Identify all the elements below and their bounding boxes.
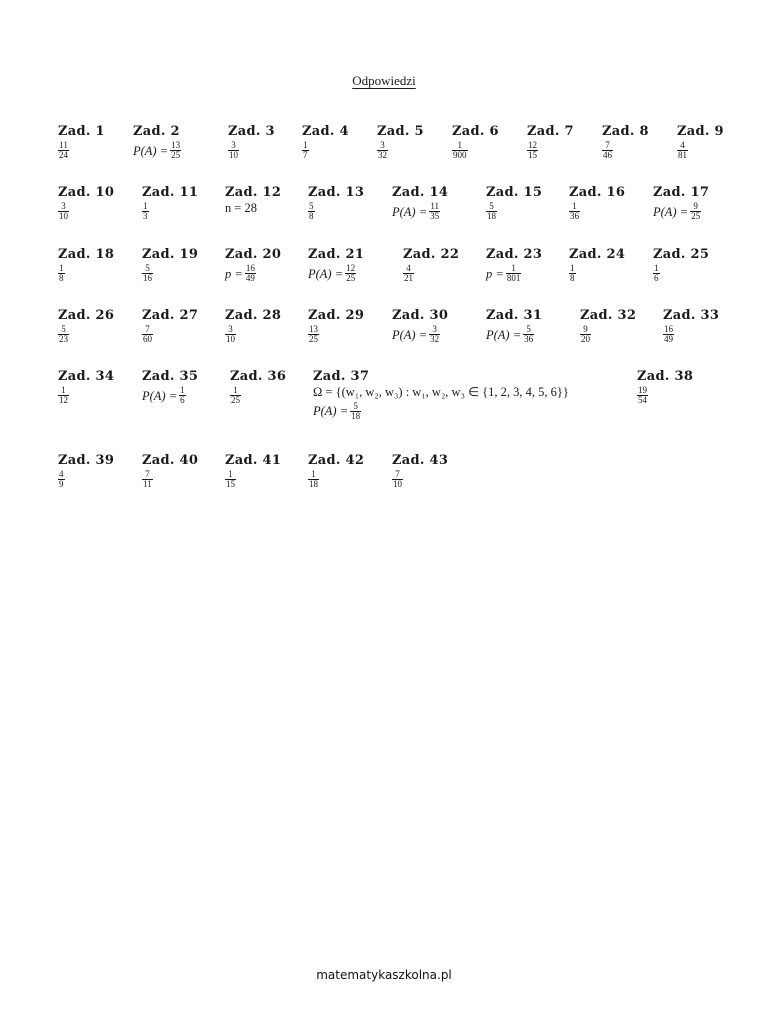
fraction-denominator: 25	[171, 150, 181, 161]
task-label: Zad. 19	[142, 247, 199, 262]
fraction-numerator: 1	[511, 263, 516, 273]
answer-value	[58, 202, 114, 222]
fraction	[179, 386, 186, 406]
fraction-numerator: 7	[605, 140, 610, 150]
task-label: Zad. 4	[302, 124, 349, 139]
fraction	[170, 141, 181, 161]
fraction	[690, 202, 701, 222]
answer-item	[58, 308, 114, 345]
fraction-denominator: 10	[393, 479, 402, 490]
fraction-numerator: 1	[59, 263, 64, 273]
answer-item	[602, 124, 649, 161]
answer-value-line2	[313, 402, 569, 422]
fraction	[308, 325, 319, 345]
fraction-denominator: 36	[524, 334, 534, 345]
fraction-numerator: 1	[228, 469, 233, 479]
answer-value	[486, 325, 542, 345]
answer-item	[663, 308, 719, 345]
task-label: Zad. 42	[308, 453, 365, 468]
fraction	[142, 264, 153, 284]
answer-item	[580, 308, 636, 345]
answer-value	[58, 386, 114, 406]
fraction-denominator: 9	[59, 479, 64, 490]
answer-value	[403, 264, 459, 284]
answer-prefix: P(A) =	[653, 204, 689, 219]
fraction-denominator: 6	[654, 273, 659, 284]
fraction-numerator: 1	[572, 201, 577, 211]
fraction-denominator: 25	[231, 395, 240, 406]
fraction-numerator: 1	[61, 385, 66, 395]
answer-item	[569, 185, 625, 222]
fraction	[377, 141, 388, 161]
task-label: Zad. 22	[403, 247, 460, 262]
fraction-denominator: 23	[59, 334, 68, 345]
fraction-numerator: 4	[406, 263, 411, 273]
fraction	[142, 470, 153, 490]
page-title: Odpowiedzi	[352, 73, 416, 88]
answer-value	[142, 325, 198, 345]
answer-value	[452, 141, 499, 161]
answer-value	[225, 202, 281, 215]
fraction-numerator: 4	[680, 140, 685, 150]
fraction	[58, 141, 69, 161]
answer-value	[58, 141, 105, 161]
fraction-numerator: 1	[180, 385, 185, 395]
fraction-denominator: 60	[143, 334, 152, 345]
answer-item	[377, 124, 424, 161]
fraction-denominator: 18	[487, 211, 496, 222]
fraction-numerator: 3	[380, 140, 385, 150]
fraction-denominator: 81	[678, 150, 687, 161]
answer-value	[308, 264, 364, 284]
task-label: Zad. 21	[308, 247, 365, 262]
fraction-denominator: 16	[143, 273, 152, 284]
fraction-numerator: 3	[231, 140, 236, 150]
fraction-numerator: 11	[59, 140, 68, 150]
answer-item	[142, 247, 198, 284]
fraction-numerator: 3	[228, 324, 233, 334]
fraction-denominator: 900	[453, 150, 467, 161]
answer-value	[653, 264, 709, 284]
fraction-denominator: 3	[143, 211, 148, 222]
answer-item	[58, 369, 114, 406]
answer-value	[308, 325, 364, 345]
fraction-denominator: 49	[245, 273, 255, 284]
fraction-denominator: 25	[691, 211, 701, 222]
task-label: Zad. 29	[308, 308, 365, 323]
fraction-denominator: 24	[59, 150, 68, 161]
fraction	[58, 386, 69, 406]
answer-item	[313, 369, 569, 421]
task-label: Zad. 13	[308, 185, 365, 200]
task-label: Zad. 38	[637, 369, 694, 384]
answer-value	[230, 386, 286, 406]
fraction	[653, 264, 660, 284]
answer-item	[653, 185, 709, 222]
fraction-denominator: 10	[59, 211, 68, 222]
answer-value	[392, 202, 448, 222]
task-label: Zad. 9	[677, 124, 724, 139]
answer-value	[308, 470, 364, 490]
fraction	[602, 141, 613, 161]
task-label: Zad. 23	[486, 247, 543, 262]
fraction-numerator: 1	[570, 263, 575, 273]
answer-text: n = 28	[225, 201, 258, 215]
task-label: Zad. 28	[225, 308, 282, 323]
fraction-denominator: 15	[226, 479, 235, 490]
answer-value	[142, 264, 198, 284]
fraction-numerator: 11	[430, 201, 439, 211]
answer-item	[308, 185, 364, 222]
task-label: Zad. 17	[653, 185, 710, 200]
fraction	[245, 264, 256, 284]
answer-value	[486, 202, 542, 222]
fraction	[580, 325, 591, 345]
fraction	[677, 141, 688, 161]
fraction	[392, 470, 403, 490]
fraction	[142, 202, 149, 222]
fraction-denominator: 21	[404, 273, 413, 284]
answer-item	[653, 247, 709, 284]
task-label: Zad. 33	[663, 308, 720, 323]
answer-value	[580, 325, 636, 345]
answer-value	[486, 264, 542, 284]
fraction-denominator: 8	[59, 273, 64, 284]
task-label: Zad. 18	[58, 247, 115, 262]
fraction-numerator: 1	[143, 201, 148, 211]
answer-prefix: P(A) =	[392, 204, 428, 219]
fraction-numerator: 3	[61, 201, 66, 211]
task-label: Zad. 25	[653, 247, 710, 262]
answer-value	[313, 386, 569, 399]
answer-item	[392, 185, 448, 222]
task-label: Zad. 8	[602, 124, 649, 139]
fraction	[58, 202, 69, 222]
fraction-numerator: 5	[489, 201, 494, 211]
task-label: Zad. 10	[58, 185, 115, 200]
answer-value	[225, 325, 281, 345]
answer-value	[308, 202, 364, 222]
answer-prefix: P(A) =	[142, 388, 178, 403]
fraction	[308, 470, 319, 490]
fraction-numerator: 19	[638, 385, 647, 395]
task-label: Zad. 36	[230, 369, 287, 384]
task-label: Zad. 30	[392, 308, 449, 323]
task-label: Zad. 40	[142, 453, 199, 468]
task-label: Zad. 16	[569, 185, 626, 200]
task-label: Zad. 34	[58, 369, 115, 384]
fraction	[452, 141, 468, 161]
answer-item	[225, 453, 281, 490]
answer-prefix: P(A) =	[133, 143, 169, 158]
answer-item	[308, 453, 364, 490]
answer-item	[392, 453, 448, 490]
task-label: Zad. 11	[142, 185, 199, 200]
task-label: Zad. 12	[225, 185, 282, 200]
fraction-denominator: 54	[638, 395, 647, 406]
fraction-denominator: 8	[570, 273, 575, 284]
answer-prefix: P(A) =	[313, 404, 349, 419]
fraction	[486, 202, 497, 222]
fraction-denominator: 32	[430, 334, 440, 345]
answer-value	[677, 141, 724, 161]
answer-prefix: p =	[225, 266, 243, 281]
footer-site-name: matematykaszkolna.pl	[316, 968, 452, 982]
answer-item	[569, 247, 625, 284]
answer-value	[142, 202, 198, 222]
task-label: Zad. 37	[313, 369, 370, 384]
answer-item	[392, 308, 448, 345]
answer-item	[58, 185, 114, 222]
fraction	[350, 402, 361, 422]
fraction	[429, 202, 440, 222]
answer-value	[663, 325, 719, 345]
answer-item	[486, 247, 542, 284]
fraction-denominator: 25	[346, 273, 356, 284]
fraction-denominator: 18	[351, 410, 361, 421]
fraction-denominator: 12	[59, 395, 68, 406]
answer-value	[527, 141, 574, 161]
task-label: Zad. 41	[225, 453, 282, 468]
fraction-denominator: 10	[229, 150, 238, 161]
task-label: Zad. 20	[225, 247, 282, 262]
answer-value	[602, 141, 649, 161]
task-label: Zad. 24	[569, 247, 626, 262]
fraction	[58, 264, 65, 284]
task-label: Zad. 27	[142, 308, 199, 323]
task-label: Zad. 15	[486, 185, 543, 200]
answer-value	[58, 264, 114, 284]
answer-value	[569, 264, 625, 284]
fraction-denominator: 49	[664, 334, 673, 345]
task-label: Zad. 1	[58, 124, 105, 139]
fraction	[637, 386, 648, 406]
fraction	[403, 264, 414, 284]
fraction	[523, 325, 534, 345]
answer-prefix: P(A) =	[308, 266, 344, 281]
answer-item	[58, 247, 114, 284]
task-label: Zad. 32	[580, 308, 637, 323]
fraction-numerator: 16	[664, 324, 673, 334]
fraction-numerator: 7	[145, 324, 150, 334]
answer-value	[653, 202, 709, 222]
fraction-numerator: 5	[145, 263, 150, 273]
answer-item	[142, 308, 198, 345]
fraction-numerator: 1	[457, 140, 462, 150]
answer-value	[569, 202, 625, 222]
answer-item	[142, 369, 198, 406]
fraction-denominator: 18	[309, 479, 318, 490]
fraction-numerator: 12	[528, 140, 537, 150]
answer-item	[637, 369, 693, 406]
fraction	[58, 470, 65, 490]
task-label: Zad. 43	[392, 453, 449, 468]
fraction-numerator: 12	[346, 263, 356, 273]
fraction-numerator: 9	[583, 324, 588, 334]
answer-value	[637, 386, 693, 406]
task-label: Zad. 7	[527, 124, 574, 139]
answer-item	[527, 124, 574, 161]
answer-item	[225, 308, 281, 345]
answer-item	[133, 124, 181, 161]
fraction-numerator: 4	[59, 469, 64, 479]
answer-item	[308, 308, 364, 345]
fraction-denominator: 801	[506, 273, 521, 284]
task-label: Zad. 39	[58, 453, 115, 468]
fraction	[225, 325, 236, 345]
answer-item	[230, 369, 286, 406]
fraction-denominator: 8	[309, 211, 314, 222]
fraction	[228, 141, 239, 161]
answer-text: Ω = {(w₁, w₂, w₃) : w₁, w₂, w₃ ∈ {1, 2, 3, 4, 5, 6}}	[313, 385, 569, 399]
fraction	[345, 264, 356, 284]
fraction-numerator: 5	[353, 400, 358, 411]
answer-item	[58, 124, 105, 161]
fraction-numerator: 13	[171, 140, 181, 150]
fraction-numerator: 3	[432, 324, 437, 334]
answer-item	[403, 247, 459, 284]
answer-value	[392, 325, 448, 345]
task-label: Zad. 6	[452, 124, 499, 139]
answer-value	[133, 141, 181, 161]
answer-prefix: P(A) =	[392, 327, 428, 342]
fraction-numerator: 9	[693, 201, 698, 211]
task-label: Zad. 3	[228, 124, 275, 139]
fraction-numerator: 13	[309, 324, 318, 334]
answer-item	[486, 308, 542, 345]
fraction-numerator: 16	[245, 263, 255, 273]
answer-item	[58, 453, 114, 490]
fraction	[569, 264, 576, 284]
answer-item	[142, 453, 198, 490]
answer-value	[142, 386, 198, 406]
fraction-denominator: 11	[143, 479, 152, 490]
fraction-numerator: 7	[145, 469, 150, 479]
fraction-numerator: 1	[233, 385, 238, 395]
answer-item	[225, 185, 281, 215]
fraction	[308, 202, 315, 222]
task-label: Zad. 5	[377, 124, 424, 139]
answer-item	[452, 124, 499, 161]
answer-item	[302, 124, 349, 161]
fraction	[569, 202, 580, 222]
fraction-denominator: 15	[528, 150, 537, 161]
answer-item	[228, 124, 275, 161]
fraction-denominator: 46	[603, 150, 612, 161]
answer-value	[225, 470, 281, 490]
answer-item	[142, 185, 198, 222]
answer-value	[228, 141, 275, 161]
answer-prefix: p =	[486, 266, 504, 281]
fraction	[506, 264, 522, 284]
fraction	[302, 141, 309, 161]
fraction	[225, 470, 236, 490]
task-label: Zad. 26	[58, 308, 115, 323]
answer-value	[225, 264, 281, 284]
answer-value	[58, 470, 114, 490]
fraction-numerator: 7	[395, 469, 400, 479]
fraction	[142, 325, 153, 345]
fraction-numerator: 5	[309, 201, 314, 211]
fraction-numerator: 1	[311, 469, 316, 479]
fraction-denominator: 32	[378, 150, 387, 161]
answer-item	[677, 124, 724, 161]
fraction	[230, 386, 241, 406]
fraction-denominator: 36	[570, 211, 579, 222]
task-label: Zad. 14	[392, 185, 449, 200]
fraction-numerator: 5	[526, 324, 531, 334]
fraction	[663, 325, 674, 345]
answer-value	[302, 141, 349, 161]
fraction-denominator: 6	[180, 395, 185, 406]
answer-item	[225, 247, 281, 284]
fraction	[527, 141, 538, 161]
fraction	[429, 325, 440, 345]
task-label: Zad. 2	[133, 124, 180, 139]
task-label: Zad. 35	[142, 369, 199, 384]
answer-item	[308, 247, 364, 284]
fraction-denominator: 35	[430, 211, 440, 222]
answer-value	[377, 141, 424, 161]
fraction-denominator: 10	[226, 334, 235, 345]
task-label: Zad. 31	[486, 308, 543, 323]
fraction-denominator: 7	[303, 150, 308, 161]
answer-prefix: P(A) =	[486, 327, 522, 342]
fraction-numerator: 1	[654, 263, 659, 273]
fraction-numerator: 5	[61, 324, 66, 334]
answer-value	[58, 325, 114, 345]
answer-value	[142, 470, 198, 490]
answer-item	[486, 185, 542, 222]
fraction	[58, 325, 69, 345]
fraction-denominator: 25	[309, 334, 318, 345]
answer-value	[392, 470, 448, 490]
fraction-denominator: 20	[581, 334, 590, 345]
fraction-numerator: 1	[303, 140, 308, 150]
